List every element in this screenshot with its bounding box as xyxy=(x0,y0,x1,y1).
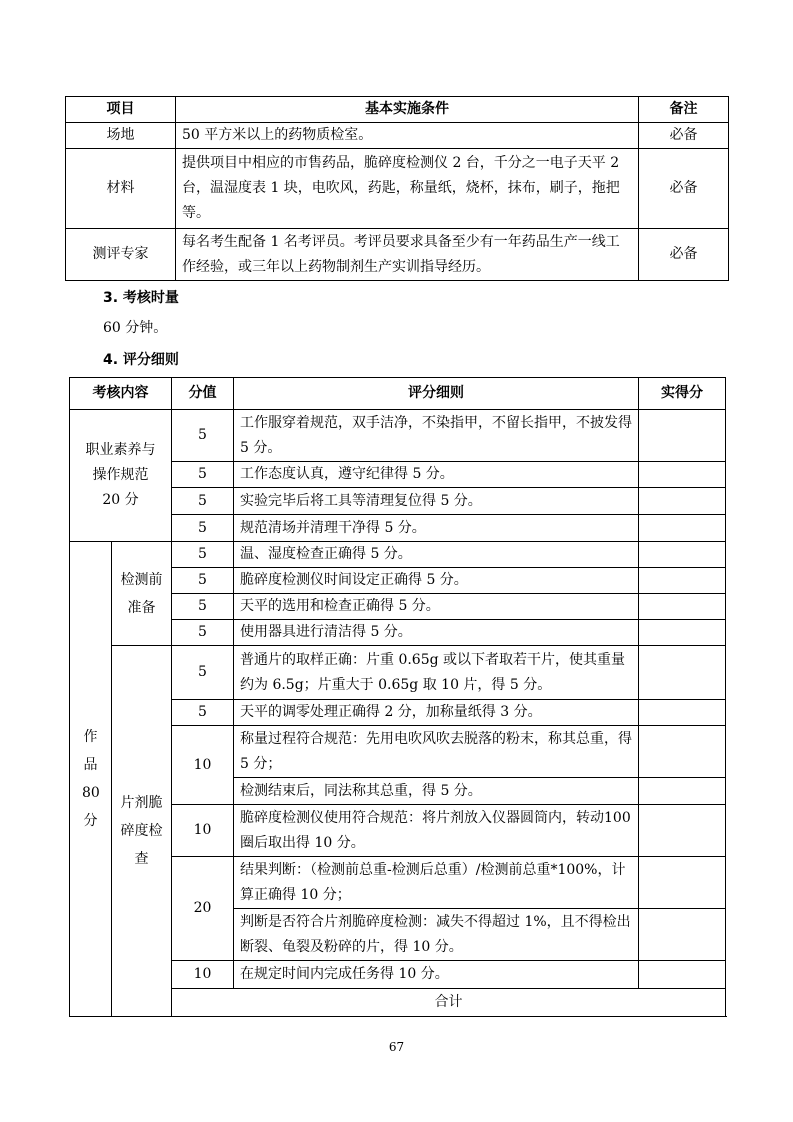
detail-cell: 规范清场并清理干净得 5 分。 xyxy=(234,515,639,542)
actual-cell xyxy=(639,805,726,857)
row-item: 材料 xyxy=(66,149,176,229)
detail-cell: 实验完毕后将工具等清理复位得 5 分。 xyxy=(234,488,639,515)
conditions-table xyxy=(65,96,729,281)
detail-cell: 在规定时间内完成任务得 10 分。 xyxy=(234,961,639,989)
detail-cell: 温、湿度检查正确得 5 分。 xyxy=(234,542,639,568)
detail-cell: 判断是否符合片剂脆碎度检测：减失不得超过 1%，且不得检出断裂、龟裂及粉碎的片，得 10 分。 xyxy=(234,909,639,961)
header-condition: 基本实施条件 xyxy=(176,97,639,123)
actual-cell xyxy=(639,620,726,646)
detail-cell: 脆碎度检测仪时间设定正确得 5 分。 xyxy=(234,568,639,594)
header-note: 备注 xyxy=(639,97,729,123)
row-note: 必备 xyxy=(639,123,729,149)
actual-cell xyxy=(639,909,726,961)
row-condition: 50 平方米以上的药物质检室。 xyxy=(176,123,639,149)
actual-cell xyxy=(639,778,726,805)
row-item: 场地 xyxy=(66,123,176,149)
actual-cell xyxy=(639,568,726,594)
score-cell: 5 xyxy=(172,488,234,515)
score-cell: 5 xyxy=(172,515,234,542)
score-cell: 5 xyxy=(172,594,234,620)
group-professional: 职业素养与操作规范 20 分 xyxy=(70,410,172,542)
section-3-text: 60 分钟。 xyxy=(103,320,168,336)
total-label: 合计 xyxy=(172,989,726,1017)
header-actual: 实得分 xyxy=(639,378,726,410)
header-item: 项目 xyxy=(66,97,176,123)
group-preparation: 检测前准备 xyxy=(112,542,172,646)
actual-cell xyxy=(639,961,726,989)
actual-cell xyxy=(639,542,726,568)
score-cell: 5 xyxy=(172,700,234,726)
actual-cell xyxy=(639,700,726,726)
detail-cell: 检测结束后，同法称其总重，得 5 分。 xyxy=(234,778,639,805)
score-cell: 5 xyxy=(172,462,234,488)
actual-cell xyxy=(639,726,726,778)
actual-cell xyxy=(639,594,726,620)
detail-cell: 脆碎度检测仪使用符合规范：将片剂放入仪器圆筒内，转动100 圈后取出得 10 分。 xyxy=(234,805,639,857)
actual-cell xyxy=(639,515,726,542)
score-cell: 10 xyxy=(172,805,234,857)
score-cell: 10 xyxy=(172,726,234,805)
actual-cell xyxy=(639,488,726,515)
row-note: 必备 xyxy=(639,149,729,229)
header-content: 考核内容 xyxy=(70,378,172,410)
detail-cell: 工作服穿着规范，双手洁净，不染指甲，不留长指甲，不披发得 5 分。 xyxy=(234,410,639,462)
score-cell: 5 xyxy=(172,410,234,462)
row-condition: 每名考生配备 1 名考评员。考评员要求具备至少有一年药品生产一线工作经验，或三年以上药物制剂生产实训指导经历。 xyxy=(176,229,639,281)
detail-cell: 天平的调零处理正确得 2 分，加称量纸得 3 分。 xyxy=(234,700,639,726)
detail-cell: 普通片的取样正确：片重 0.65g 或以下者取若干片，使其重量约为 6.5g；片重大于 0.65g 取 10 片，得 5 分。 xyxy=(234,646,639,700)
group-work: 作品 80 分 xyxy=(70,542,112,1017)
score-cell: 5 xyxy=(172,646,234,700)
detail-cell: 使用器具进行清洁得 5 分。 xyxy=(234,620,639,646)
actual-cell xyxy=(639,462,726,488)
header-score: 分值 xyxy=(172,378,234,410)
page-number: 67 xyxy=(388,1040,405,1054)
header-detail: 评分细则 xyxy=(234,378,639,410)
score-cell: 20 xyxy=(172,857,234,961)
group-friability: 片剂脆碎度检查 xyxy=(112,646,172,1017)
detail-cell: 天平的选用和检查正确得 5 分。 xyxy=(234,594,639,620)
actual-cell xyxy=(639,857,726,909)
score-cell: 10 xyxy=(172,961,234,989)
row-condition: 提供项目中相应的市售药品，脆碎度检测仪 2 台，千分之一电子天平 2 台，温湿度表 1 块，电吹风，药匙，称量纸，烧杯，抹布，刷子，拖把等。 xyxy=(176,149,639,229)
score-cell: 5 xyxy=(172,620,234,646)
actual-cell xyxy=(639,646,726,700)
score-cell: 5 xyxy=(172,568,234,594)
detail-cell: 结果判断：（检测前总重-检测后总重）/检测前总重*100%，计算正确得 10 分； xyxy=(234,857,639,909)
detail-cell: 工作态度认真，遵守纪律得 5 分。 xyxy=(234,462,639,488)
actual-cell xyxy=(639,410,726,462)
section-4-title: 4. 评分细则 xyxy=(103,352,179,368)
row-note: 必备 xyxy=(639,229,729,281)
row-item: 测评专家 xyxy=(66,229,176,281)
section-3-title: 3. 考核时量 xyxy=(103,290,179,306)
score-cell: 5 xyxy=(172,542,234,568)
detail-cell: 称量过程符合规范：先用电吹风吹去脱落的粉末，称其总重，得 5 分； xyxy=(234,726,639,778)
scoring-table xyxy=(69,377,726,1017)
